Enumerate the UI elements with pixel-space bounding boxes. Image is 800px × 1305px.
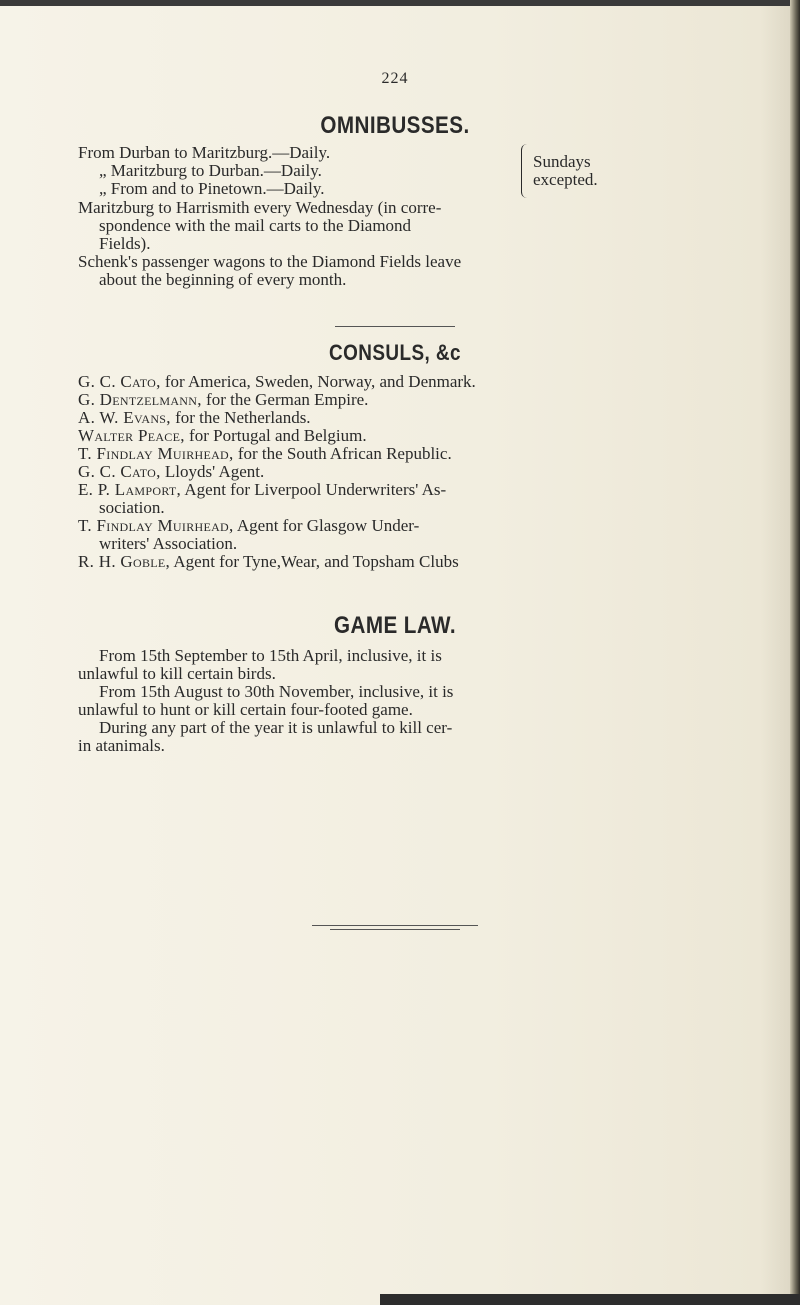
consul-role: Agent for Liverpool Underwriters' As- <box>181 480 447 499</box>
consuls-heading: CONSULS, &c <box>329 340 461 365</box>
consul-name: Walter Peace, <box>78 426 185 445</box>
consul-name: G. C. Cato, <box>78 462 161 481</box>
consul-name: T. Findlay Muirhead, <box>78 516 234 535</box>
brace-note-excepted: excepted. <box>533 170 598 189</box>
bottom-border <box>380 1294 800 1305</box>
consul-role: for the South African Republic. <box>233 444 452 463</box>
consul-entry <box>78 480 446 499</box>
consul-name: R. H. Goble, <box>78 552 171 571</box>
consul-role: for Portugal and Belgium. <box>184 426 367 445</box>
consul-role: for the German Empire. <box>201 390 369 409</box>
omnibus-route-durban-maritzburg: From Durban to Maritzburg.—Daily. <box>78 143 331 162</box>
omnibus-route-pinetown: „ From and to Pinetown.—Daily. <box>99 179 325 198</box>
omnibus-harrismith-cont: spondence with the mail carts to the Diamond <box>99 216 412 235</box>
consul-entry-cont: writers' Association. <box>99 534 238 553</box>
omnibus-route-maritzburg-durban: „ Maritzburg to Durban.—Daily. <box>99 161 322 180</box>
omnibus-schenk: Schenk's passenger wagons to the Diamond Fields leave <box>78 252 462 271</box>
consul-entry <box>78 462 264 481</box>
game-law-birds: From 15th September to 15th April, inclusive, it is <box>99 646 442 665</box>
consul-entry <box>78 390 368 409</box>
omnibus-schenk-cont: about the beginning of every month. <box>99 270 347 289</box>
footer-rule-second <box>330 929 460 930</box>
game-law-four-footed-cont: unlawful to hunt or kill certain four-footed game. <box>78 700 413 719</box>
consul-entry <box>78 516 419 535</box>
consul-name: E. P. Lamport, <box>78 480 182 499</box>
consul-role: for America, Sweden, Norway, and Denmark. <box>160 372 476 391</box>
top-border <box>0 0 792 6</box>
brace-note-sundays: Sundays <box>533 152 591 171</box>
omnibus-harrismith: Maritzburg to Harrismith every Wednesday (in corre- <box>78 198 442 217</box>
consul-role: Lloyds' Agent. <box>160 462 265 481</box>
consul-entry <box>78 444 452 463</box>
consul-entry <box>78 552 459 571</box>
omnibus-harrismith-cont2: Fields). <box>99 234 151 253</box>
game-law-birds-cont: unlawful to kill certain birds. <box>78 664 276 683</box>
footer-rule <box>312 925 478 926</box>
game-law-any-part: During any part of the year it is unlawful to kill cer- <box>99 718 453 737</box>
page-edge <box>790 0 800 1305</box>
consul-entry <box>78 372 476 391</box>
game-law-four-footed: From 15th August to 30th November, inclusive, it is <box>99 682 454 701</box>
consul-name: A. W. Evans, <box>78 408 171 427</box>
section-divider <box>335 326 455 327</box>
consul-name: T. Findlay Muirhead, <box>78 444 234 463</box>
consul-entry <box>78 408 311 427</box>
page-number: 224 <box>381 70 409 87</box>
consul-role: Agent for Tyne,Wear, and Topsham Clubs <box>170 552 459 571</box>
omnibusses-heading: OMNIBUSSES. <box>320 112 470 139</box>
consul-entry-cont: sociation. <box>99 498 165 517</box>
consul-entry <box>78 426 367 445</box>
consul-role: for the Netherlands. <box>170 408 311 427</box>
game-law-heading: GAME LAW. <box>334 612 456 639</box>
consul-name: G. C. Cato, <box>78 372 161 391</box>
consul-name: G. Dentzelmann, <box>78 390 202 409</box>
brace <box>521 144 530 198</box>
game-law-any-part-cont: in atanimals. <box>78 736 165 755</box>
consul-role: Agent for Glasgow Under- <box>233 516 420 535</box>
